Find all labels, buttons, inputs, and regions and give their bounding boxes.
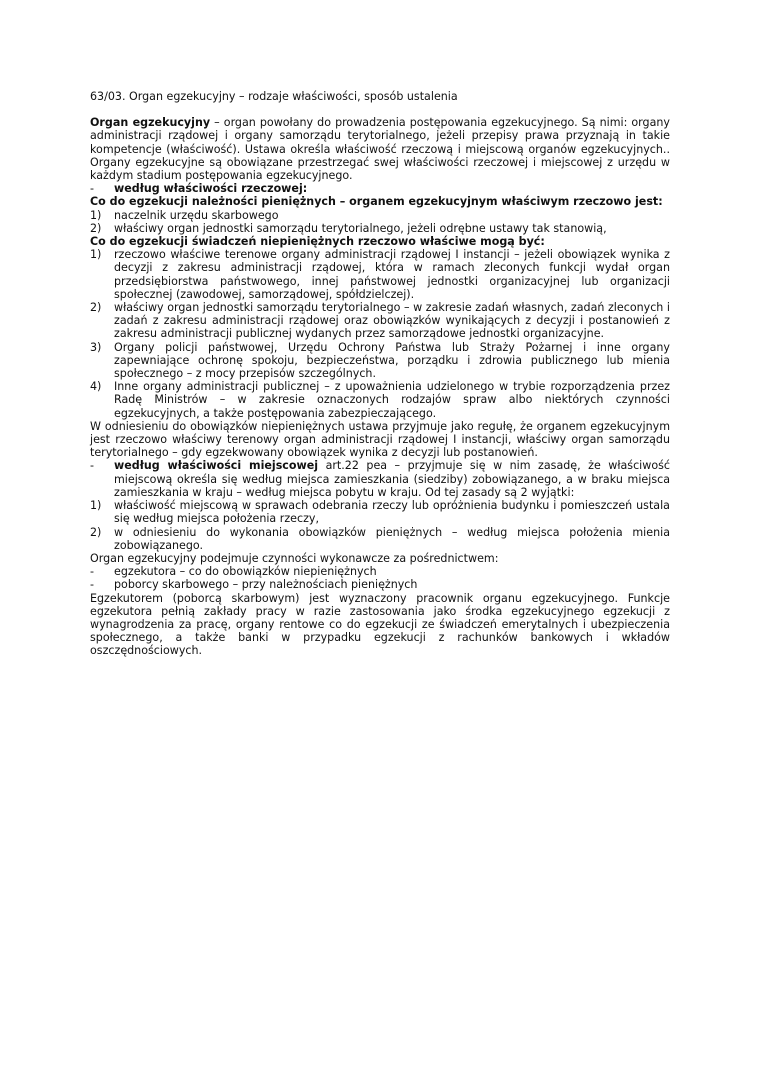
list-item (90, 222, 670, 235)
list-text: w odniesieniu do wykonania obowiązków pieniężnych – według miejsca położenia mienia zobowiązanego. (114, 525, 670, 552)
list-text: właściwy organ jednostki samorządu terytorialnego – w zakresie zadań własnych, zadań zleconych i zadań z zakresu administracji rządowej oraz obowiązków wynikających z decyzji i postanowień z zakresu administracji publicznej wydanych przez samorządowe jednostki organizacyjne. (114, 301, 670, 341)
list-item (90, 380, 670, 420)
intro-definition: – organ powołany do prowadzenia postępowania egzekucyjnego. Są nimi: organy administracji rządowej i organy samorządu terytorialnego, jeżeli przepisy prawa przyznają in takie kompetencje (właściwość). Ustawa określa właściwość rzeczową i miejscową organów egzekucyjnych.. Organy egzekucyjne są obowiązane przestrzegać swej właściwości rzeczowej i miejscowej z urzędu w każdym stadium postępowania egzekucyjnego. (90, 116, 670, 183)
list-item (90, 578, 670, 591)
dash-marker: - (90, 182, 95, 196)
list-text: rzeczowo właściwe terenowe organy administracji rządowej I instancji – jeżeli obowiązek wynika z decyzji z zakresu administracji rządowej, która w ramach zleconych funkcji wydał organ przedsiębiorstwa państwowego, innej państwowej jednostki organizacyjnej lub organizacji społecznej (zawodowej, samorządowej, spółdzielczej). (114, 248, 670, 301)
list-number: 4) (90, 380, 102, 394)
dash-marker: - (90, 459, 95, 473)
final-paragraph: Egzekutorem (poborcą skarbowym) jest wyznaczony pracownik organu egzekucyjnego. Funkcje egzekutora pełnią zakłady pracy w razie zastosowania jako środka egzekucyjnego egzekucji z wynagrodzenia za pracę, organy rentowe co do egzekucji ze świadczeń emerytalnych i ubezpieczenia społecznego, a także banki w przypadku egzekucji z rachunków bankowych i wkładów oszczędnościowych. (90, 591, 670, 658)
posrednictwo-paragraph: Organ egzekucyjny podejmuje czynności wykonawcze za pośrednictwem: (90, 551, 499, 565)
intro-term: Organ egzekucyjny (90, 116, 211, 130)
document-title: 63/03. Organ egzekucyjny – rodzaje właściwości, sposób ustalenia (90, 90, 458, 103)
intro-paragraph (90, 116, 670, 182)
list-item (90, 565, 670, 578)
list-item (90, 209, 670, 222)
list-item (90, 341, 670, 381)
list-text: Inne organy administracji publicznej – z upoważnienia udzielonego w trybie rozporządzenia przez Radę Ministrów – w zakresie oznaczonych rodzajów spraw albo niektórych czynności egzekucyjnych, a także postępowania zabezpieczającego. (114, 380, 670, 420)
miejscowa-paragraph (114, 459, 670, 499)
list-number: 2) (90, 525, 102, 539)
list-text: naczelnik urzędu skarbowego (114, 208, 279, 222)
list-text: egzekutora – co do obowiązków niepieniężnych (114, 565, 377, 579)
list-item (90, 301, 670, 341)
list-number: 2) (90, 221, 102, 235)
miejscowa-row (90, 459, 670, 499)
list-text: właściwość miejscową w sprawach odebrania rzeczy lub opróżnienia budynku i pomieszczeń ustala się według miejsca położenia rzeczy, (114, 499, 670, 526)
niepieniezne-heading: Co do egzekucji świadczeń niepieniężnych rzeczowo właściwe mogą być: (90, 235, 545, 249)
list-number: 3) (90, 340, 102, 354)
list-text: właściwy organ jednostki samorządu terytorialnego, jeżeli odrębne ustawy tak stanowią, (114, 221, 607, 235)
list-item (90, 499, 670, 525)
pieniezne-heading: Co do egzekucji należności pieniężnych – organem egzekucyjnym właściwym rzeczowo jest: (90, 195, 663, 209)
regula-paragraph: W odniesieniu do obowiązków niepieniężnych ustawa przyjmuje jako regułę, że organem egzekucyjnym jest rzeczowo właściwy terenowy organ administracji rządowej I instancji, właściwy organ samorządu terytorialnego – gdy egzekwowany obowiązek wynika z decyzji lub postanowień. (90, 419, 670, 460)
list-number: 1) (90, 499, 102, 513)
list-text: poborcy skarbowego – przy należnościach pieniężnych (114, 578, 418, 592)
list-item (90, 248, 670, 301)
list-number: 2) (90, 301, 102, 315)
dash-marker: - (90, 565, 95, 579)
document-page (90, 90, 670, 658)
list-item (90, 526, 670, 552)
miejscowa-text: art.22 pea – przyjmuje się w nim zasadę, że właściwość miejscową określa się według miejsca zamieszkania (siedziby) zobowiązanego, a w braku miejsca zamieszkania w kraju – według miejsca pobytu w kraju. Od tej zasady są 2 wyjątki: (114, 459, 670, 499)
list-number: 1) (90, 208, 102, 222)
list-number: 1) (90, 248, 102, 262)
dash-marker: - (90, 578, 95, 592)
miejscowa-heading: według właściwości miejscowej (114, 459, 319, 473)
rzeczowa-heading: według właściwości rzeczowej: (114, 182, 308, 196)
rzeczowa-heading-row (90, 182, 670, 195)
list-text: Organy policji państwowej, Urzędu Ochrony Państwa lub Straży Pożarnej i inne organy zapewniające ochronę spokoju, bezpieczeństwa, porządku i zdrowia publicznego lub mienia społecznego – z mocy przepisów szczególnych. (114, 340, 670, 381)
